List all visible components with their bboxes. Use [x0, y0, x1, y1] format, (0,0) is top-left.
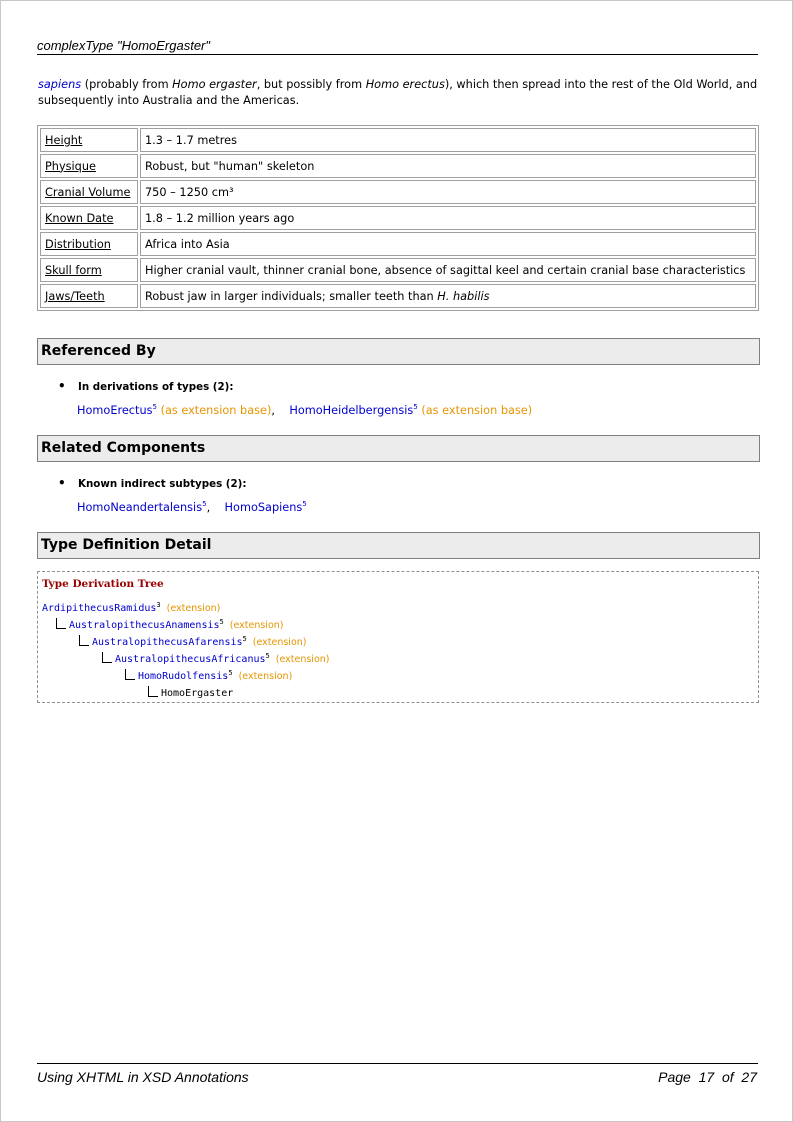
link-homo-sapiens[interactable]: HomoSapiens	[224, 501, 303, 514]
link-homo-heidelbergensis[interactable]: HomoHeidelbergensis	[289, 404, 414, 417]
table-row	[40, 180, 756, 204]
bullet-label: In derivations of types (2):	[78, 381, 234, 393]
property-value: 1.8 – 1.2 million years ago	[140, 206, 756, 230]
current-type-name: HomoErgaster	[161, 688, 234, 699]
intro-italic-2: Homo erectus	[365, 78, 445, 91]
property-key: Skull form	[40, 258, 138, 282]
current-page: 17	[698, 1069, 715, 1085]
separator: ,	[206, 501, 211, 514]
section-heading-referenced-by: Referenced By	[37, 338, 760, 365]
page-label: Page	[658, 1069, 691, 1085]
table-row	[40, 258, 756, 282]
sup-count: 5	[219, 618, 224, 626]
property-key: Cranial Volume	[40, 180, 138, 204]
sup-count: 5	[413, 403, 418, 411]
extension-note: (extension)	[229, 620, 284, 631]
sup-count: 5	[152, 403, 157, 411]
tree-title: Type Derivation Tree	[42, 578, 164, 590]
page-footer	[37, 1063, 758, 1085]
table-row	[40, 128, 756, 152]
sup-count: 5	[228, 669, 233, 677]
tree-branch-icon	[56, 618, 66, 629]
table-row	[40, 284, 756, 308]
intro-text-1: (probably from	[81, 78, 173, 91]
property-value: Africa into Asia	[140, 232, 756, 256]
extension-note: (as extension base)	[160, 404, 272, 417]
link-homo-erectus[interactable]: HomoErectus	[77, 404, 153, 417]
separator: ,	[271, 404, 275, 417]
intro-italic-1: Homo ergaster	[172, 78, 257, 91]
extension-note: (extension)	[252, 637, 307, 648]
of-label: of	[721, 1069, 734, 1085]
bullet-icon: •	[58, 379, 66, 393]
bullet-indirect-subtypes	[58, 476, 246, 490]
extension-note: (extension)	[238, 671, 293, 682]
tree-node-link[interactable]: ArdipithecusRamidus	[42, 603, 157, 614]
table-row	[40, 232, 756, 256]
sup-count: 3	[156, 601, 161, 609]
extension-note: (as extension base)	[421, 404, 533, 417]
tree-node	[102, 652, 330, 665]
type-derivation-tree	[37, 571, 759, 703]
intro-text-3: ), which then spread into the rest of the Old World, and subsequently into Australia and the Americas.	[38, 78, 758, 107]
section-heading-type-definition-detail: Type Definition Detail	[37, 532, 760, 559]
section-heading-related-components: Related Components	[37, 435, 760, 462]
tree-branch-icon	[148, 686, 158, 697]
properties-table	[37, 125, 759, 311]
related-list	[77, 500, 307, 514]
sup-count: 5	[302, 500, 307, 508]
property-value	[140, 284, 756, 308]
extension-note: (extension)	[166, 603, 221, 614]
tree-node	[79, 635, 307, 648]
property-key: Jaws/Teeth	[40, 284, 138, 308]
sup-count: 5	[265, 652, 270, 660]
bullet-label: Known indirect subtypes (2):	[78, 478, 247, 490]
extension-note: (extension)	[275, 654, 330, 665]
page-header: complexType "HomoErgaster"	[37, 38, 758, 55]
tree-node-current	[148, 686, 233, 699]
property-key: Height	[40, 128, 138, 152]
tree-node-link[interactable]: HomoRudolfensis	[138, 671, 229, 682]
tree-node-link[interactable]: AustralopithecusAfarensis	[92, 637, 243, 648]
footer-title: Using XHTML in XSD Annotations	[37, 1069, 249, 1085]
bullet-derivations	[58, 379, 233, 393]
tree-branch-icon	[125, 669, 135, 680]
tree-branch-icon	[79, 635, 89, 646]
bullet-icon: •	[58, 476, 66, 490]
table-row	[40, 154, 756, 178]
property-value: Higher cranial vault, thinner cranial bone, absence of sagittal keel and certain cranial base characteristics	[140, 258, 756, 282]
tree-node-link[interactable]: AustralopithecusAnamensis	[69, 620, 220, 631]
tree-node	[56, 618, 284, 631]
referenced-by-list	[77, 403, 532, 417]
property-value: 750 – 1250 cm³	[140, 180, 756, 204]
property-key: Distribution	[40, 232, 138, 256]
tree-node	[125, 669, 292, 682]
tree-node-link[interactable]: AustralopithecusAfricanus	[115, 654, 266, 665]
property-value: Robust, but "human" skeleton	[140, 154, 756, 178]
tree-node	[42, 601, 220, 614]
intro-text-2: , but possibly from	[256, 78, 366, 91]
sup-count: 5	[202, 500, 207, 508]
intro-paragraph	[38, 77, 758, 109]
tree-branch-icon	[102, 652, 112, 663]
total-pages: 27	[741, 1069, 757, 1085]
property-key: Physique	[40, 154, 138, 178]
link-homo-neandertalensis[interactable]: HomoNeandertalensis	[77, 501, 203, 514]
sapiens-link[interactable]: sapiens	[38, 78, 82, 91]
property-value-italic: H. habilis	[437, 289, 490, 303]
property-key: Known Date	[40, 206, 138, 230]
sup-count: 5	[242, 635, 247, 643]
page-number	[658, 1069, 757, 1085]
property-value: 1.3 – 1.7 metres	[140, 128, 756, 152]
property-value-text: Robust jaw in larger individuals; smaller teeth than	[145, 289, 438, 303]
table-row	[40, 206, 756, 230]
